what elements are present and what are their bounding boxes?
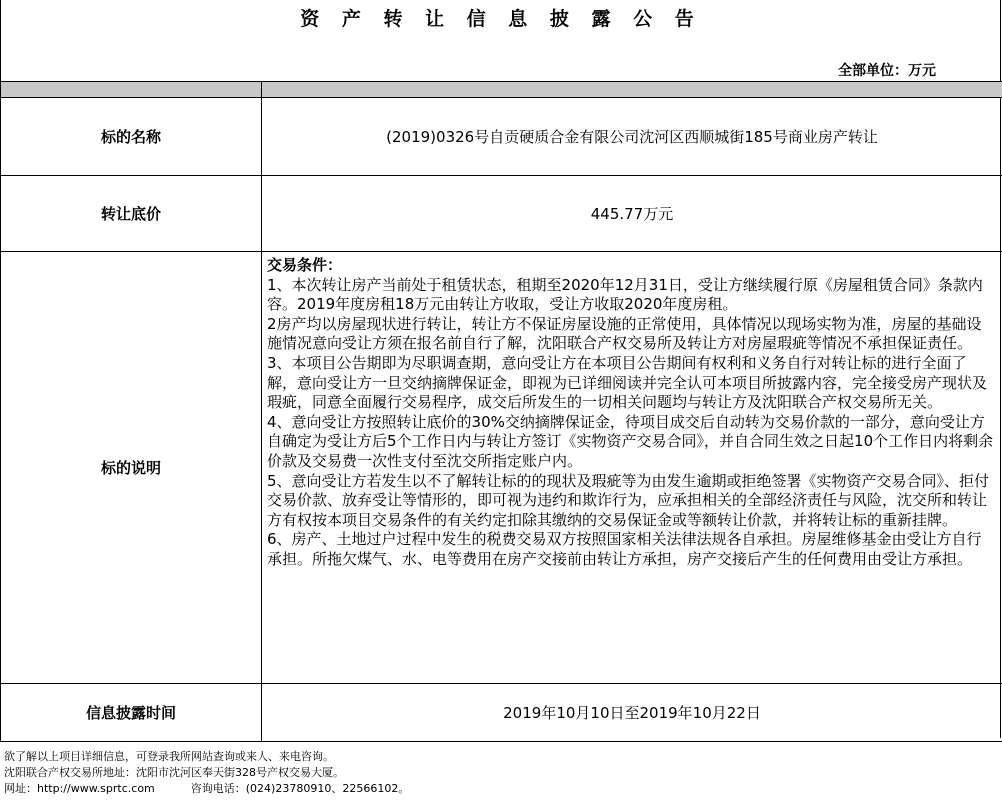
- conditions-heading: 交易条件：: [267, 256, 343, 274]
- footer-line: 欲了解以上项目详细信息，可登录我所网站查询或来人、来电咨询。: [4, 750, 334, 763]
- footer-contact: [4, 781, 409, 797]
- page-title: 资 产 转 让 信 息 披 露 公 告: [300, 8, 702, 30]
- footer-address: 沈阳联合产权交易所地址：沈阳市沈河区奉天街328号产权交易大厦。: [4, 766, 344, 779]
- info-table: [0, 81, 1002, 742]
- row-value-name: (2019)0326号自贡硬质合金有限公司沈河区西顺城街185号商业房产转让: [262, 98, 1002, 176]
- condition-item: 4、意向受让方按照转让底价的30%交纳摘牌保证金，待项目成交后自动转为交易价款的一部分，意向受让方自确定为受让方后5个工作日内与转让方签订《实物资产交易合同》，并自合同生效之日起10个工作日内将剩余价款及交易费一次性支付至沈交所指定账户内。: [267, 412, 994, 470]
- row-label-name: 标的名称: [1, 98, 262, 176]
- condition-item: 5、意向受让方若发生以不了解转让标的的现状及瑕疵等为由发生逾期或拒绝签署《实物资产交易合同》、拒付交易价款、放弃受让等情形的，即可视为违约和欺诈行为，应承担相关的全部经济责任与风险，沈交所和转让方有权按本项目交易条件的有关约定扣除其缴纳的交易保证金或等额转让价款，并将转让标的重新挂牌。: [267, 471, 990, 529]
- table-header-row: [1, 82, 1002, 98]
- condition-item: 2房产均以房屋现状进行转让，转让方不保证房屋设施的正常使用，具体情况以现场实物为准，房屋的基础设施情况意向受让方须在报名前自行了解，沈阳联合产权交易所及转让方对房屋瑕疵等情况不承担保证责任。: [267, 314, 982, 353]
- table-row: [1, 176, 1002, 252]
- table-row: [1, 684, 1002, 742]
- condition-item: 3、本项目公告期即为尽职调查期，意向受让方在本项目公告期间有权利和义务自行对转让标的进行全面了解，意向受让方一旦交纳摘牌保证金，即视为已详细阅读并完全认可本项目所披露内容，完全接受房产现状及瑕疵，同意全面履行交易程序，成交后所发生的一切相关问题均与转让方及沈阳联合产权交易所无关。: [267, 353, 988, 412]
- footer-phone: 咨询电话：(024)23780910、22566102。: [190, 782, 410, 795]
- header-cell: [1, 82, 262, 98]
- row-value-price: 445.77万元: [262, 176, 1002, 252]
- row-label-desc: 标的说明: [1, 252, 262, 684]
- footer-info: [4, 749, 409, 797]
- header-cell: [262, 82, 1002, 98]
- row-label-price: 转让底价: [1, 176, 262, 252]
- row-label-time: 信息披露时间: [1, 684, 262, 742]
- row-value-time: 2019年10月10日至2019年10月22日: [262, 684, 1002, 742]
- unit-note: 全部单位：万元: [838, 63, 936, 79]
- condition-item: 6、房产、土地过户过程中发生的税费交易双方按照国家相关法律法规各自承担。房屋维修基金由受让方自行承担。所拖欠煤气、水、电等费用在房产交接前由转让方承担，房产交接后产生的任何费用由受让方承担。: [267, 530, 982, 568]
- table-row: [1, 98, 1002, 176]
- table-row: [1, 252, 1002, 684]
- condition-item: 1、本次转让房产当前处于租赁状态，租期至2020年12月31日，受让方继续履行原《房屋租赁合同》条款内容。2019年度房租18万元由转让方收取，受让方收取2020年度房租。: [267, 275, 983, 314]
- footer-website[interactable]: 网址：http://www.sprtc.com: [4, 782, 155, 795]
- row-value-desc: [262, 252, 1002, 684]
